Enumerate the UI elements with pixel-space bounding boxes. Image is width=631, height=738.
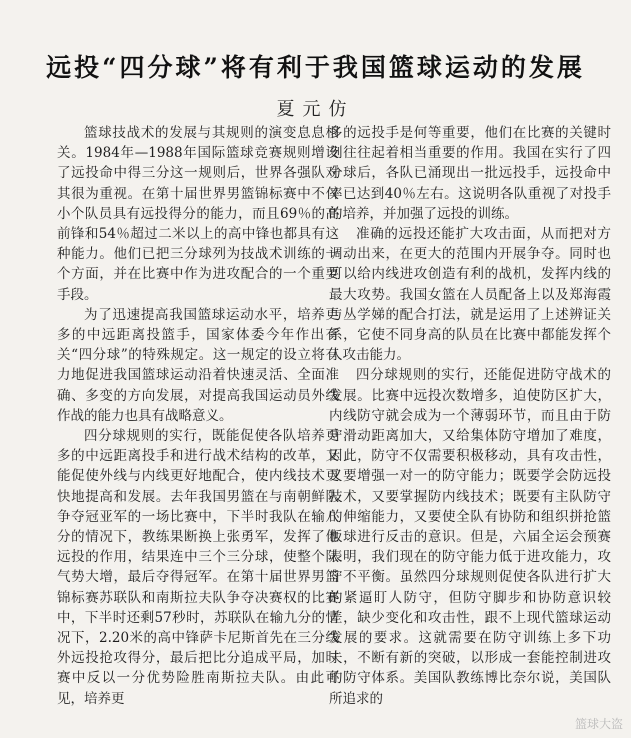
paragraph: 为了迅速提高我国篮球运动水平，培养更多的中远距离投篮手，国家体委今年作出有关“四分球”的特殊规定。这一规定的设立将有力地促进我国篮球运动沿着快速灵活、全面准确、多变的方向发展，对提高我国运动员外线作战的能力也具有战略意义。 bbox=[57, 306, 339, 424]
paragraph: 四分球规则的实行，还能促进防守战术的发展。比赛中远投次数增多，迫使防区扩大，内线防守就会成为一个薄弱环节，而且由于防守滑动距离加大，又给集体防守增加了难度，因此，防守不仅需要积极移动，具有攻击性，又要增强一对一的防守能力；既要学会防远投技术，又要掌握防内线技术；既要有主队防守的伸缩能力，又要使全队有协防和组织拼抢篮板球进行反击的意识。但是，六届全运会预赛表明，我们现在的防守能力低于进攻能力，攻守不平衡。虽然四分球规则促使各队进行扩大的紧逼盯人防守，但防守脚步和协防意识较差，缺少变化和攻击性，跟不上现代篮球运动发展的要求。这就需要在防守训练上多下功夫，不断有新的突破，以形成一套能控制进攻的防守体系。美国队教练博比奈尔说，美国队所追求的 bbox=[329, 367, 611, 707]
right-column bbox=[329, 123, 611, 709]
article-author: 夏元仿 bbox=[276, 99, 355, 120]
paragraph: 准确的远投还能扩大攻击面，从而把对方调动出来，在更大的范围内开展争夺。同时也可以给内线进攻创造有利的战机，发挥内线的最大攻势。我国女篮在人员配备上以及郑海霞与丛学娣的配合打法，就是运用了上述辨证关系，它使不同身高的队员在比赛中都能发挥个人攻击能力。 bbox=[329, 226, 611, 364]
paragraph: 篮球技战术的发展与其规则的演变息息相关。1984年—1988年国际篮球竞赛规则增设了远投命中得三分这一规则后，世界各强队对其很为重视。在第十届世界男篮锦标赛中不仅小个队员具有远投得分的能力，而且69％的高前锋和54％超过二米以上的高中锋也都具有这种能力。他们已把三分球列为技战术训练的一个方面，并在比赛中作为进攻配合的一个重要手段。 bbox=[57, 125, 339, 303]
watermark: 篮球大盗 bbox=[574, 717, 623, 731]
paragraph: 多的远投手是何等重要，他们在比赛的关键时刻往往起着相当重要的作用。我国在实行了四分球后，各队已涌现出一批远投手，远投命中率已达到40％左右。这说明各队重视了对投手的培养，并加强了远投的训练。 bbox=[329, 125, 611, 222]
left-column bbox=[57, 123, 339, 709]
paragraph: 四分球规则的实行，既能促使各队培养更多的中远距离投手和进行战术结构的改革，又能促使外线与内线更好地配合，使内线技术更快地提高和发展。去年我国男篮在与南朝鲜队争夺冠亚军的一场比赛中，下半时我队在输八分的情况下，教练果断换上张勇军，发挥了他远投的作用，结果连中三个三分球，使整个队气势大增，最后夺得冠军。在第十届世界男篮锦标赛苏联队和南斯拉夫队争夺决赛权的比赛中，下半时还剩57秒时，苏联队在输九分的情况下，2.20米的高中锋萨卡尼斯首先在三分线外远投抢攻得分，最后把比分追成平局，加时赛中反以一分优势险胜南斯拉夫队。由此可见，培养更 bbox=[57, 428, 339, 707]
article-title: 远投“四分球”将有利于我国篮球运动的发展 bbox=[46, 53, 585, 82]
